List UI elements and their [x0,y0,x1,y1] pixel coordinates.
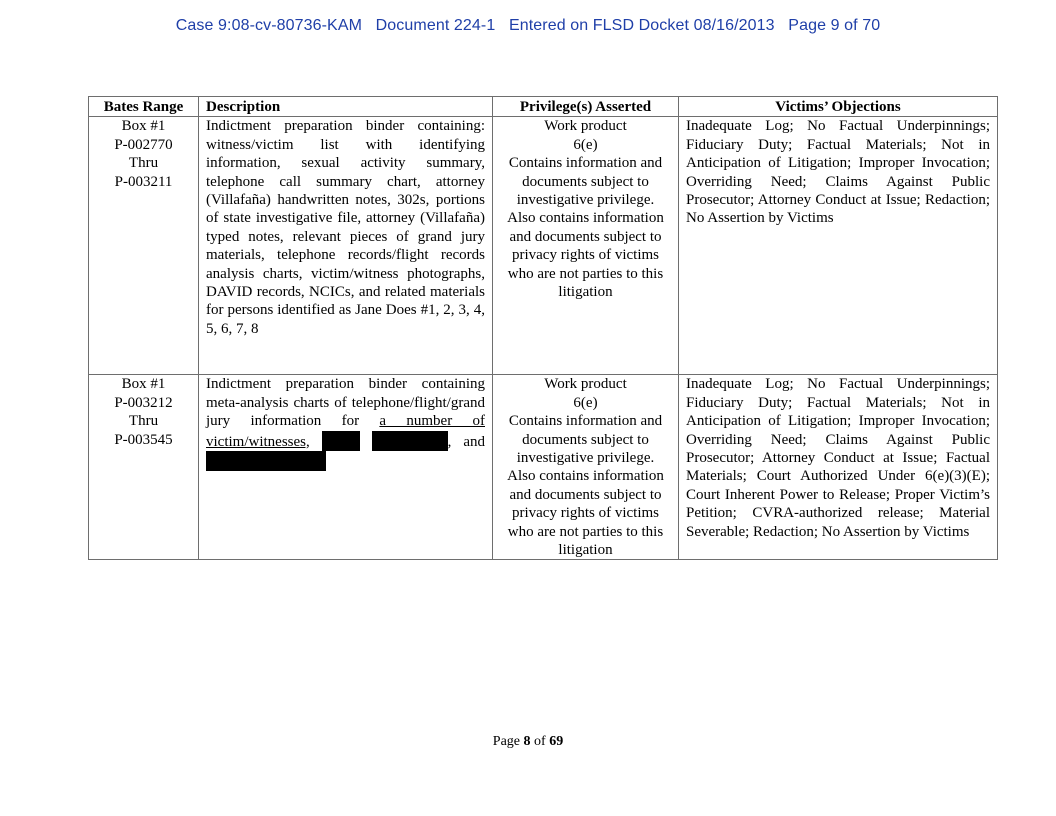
privilege-line: documents subject to [522,173,649,190]
privilege-line: and documents subject to [509,486,662,503]
redaction-block [372,431,448,451]
column-header-privilege: Privilege(s) Asserted [493,97,679,117]
bates-start: P-003212 [114,394,173,411]
footer-total-pages: 69 [549,734,564,749]
privilege-line: documents subject to [522,431,649,448]
privilege-line: 6(e) [573,136,598,153]
bates-thru: Thru [128,155,159,172]
bates-box: Box #1 [121,376,166,393]
footer-current-page: 8 [523,734,531,749]
objections-cell: Inadequate Log; No Factual Underpinnings; Fiduciary Duty; Factual Materials; Not in Anticipation of Litigation; Improper Invocation; Overriding Need; Claims Against Public Prosecutor; Attorney Conduct at Issue; Redaction; No Assertion by Victims [679,117,998,375]
description-underlined-text: a number of victim/witnesses, [206,413,485,450]
privilege-line: litigation [558,284,613,301]
privilege-line: Also contains information [507,468,664,485]
privilege-line: Contains information and [508,155,663,172]
privilege-line: Also contains information [507,210,664,227]
privilege-line: privacy rights of victims [511,505,660,522]
description-cell: Indictment preparation binder containing: witness/victim list with identifying information, sexual activity summary, telephone call summary chart, attorney (Villafaña) handwritten notes, 302s, portions of state investigative file, attorney (Villafaña) typed notes, relevant pieces of grand jury materials, telephone records/flight records analysis charts, victim/witness photographs, DAVID records, NCICs, and related materials for persons identified as Jane Does #1, 2, 3, 4, 5, 6, 7, 8 [199,117,493,375]
description-and-text: , and [447,433,486,450]
footer-prefix: Page [492,734,524,749]
privilege-line: privacy rights of victims [511,247,660,264]
bates-box: Box #1 [121,118,166,135]
column-header-bates: Bates Range [89,97,199,117]
table-header-row [89,97,998,117]
bates-thru: Thru [128,413,159,430]
bates-start: P-002770 [114,136,173,153]
privilege-line: investigative privilege. [516,450,655,467]
privilege-cell [493,375,679,560]
column-header-description: Description [199,97,493,117]
redaction-block [206,451,326,471]
privilege-line: investigative privilege. [516,192,655,209]
privilege-line: Work product [544,118,627,135]
description-text: Indictment preparation binder containing meta-analysis charts of telephone/flight/grand jury information for [206,376,485,430]
page-footer [0,734,1056,750]
description-cell [199,375,493,560]
privilege-line: Contains information and [508,413,663,430]
bates-end: P-003545 [114,431,173,448]
privilege-line: litigation [558,542,613,559]
docket-header: Case 9:08-cv-80736-KAM Document 224-1 Entered on FLSD Docket 08/16/2013 Page 9 of 70 [175,17,881,34]
privilege-line: who are not parties to this [507,523,664,540]
table-row [89,375,998,560]
bates-range-cell [89,117,199,375]
privilege-cell [493,117,679,375]
objections-cell: Inadequate Log; No Factual Underpinnings; Fiduciary Duty; Factual Materials; Not in Anticipation of Litigation; Improper Invocation; Overriding Need; Claims Against Public Prosecutor; Attorney Conduct at Issue; Factual Materials; Court Authorized Under 6(e)(3)(E); Court Inherent Power to Release; Proper Victim’s Petition; CVRA-authorized release; Material Severable; Redaction; No Assertion by Victims [679,375,998,560]
privilege-log-table [88,96,998,560]
footer-of: of [530,734,550,749]
bates-range-cell [89,375,199,560]
privilege-line: Work product [544,376,627,393]
privilege-line: who are not parties to this [507,265,664,282]
privilege-line: and documents subject to [509,228,662,245]
privilege-line: 6(e) [573,394,598,411]
bates-end: P-003211 [114,173,173,190]
column-header-objections: Victims’ Objections [679,97,998,117]
table-row [89,117,998,375]
redaction-block [322,431,360,451]
